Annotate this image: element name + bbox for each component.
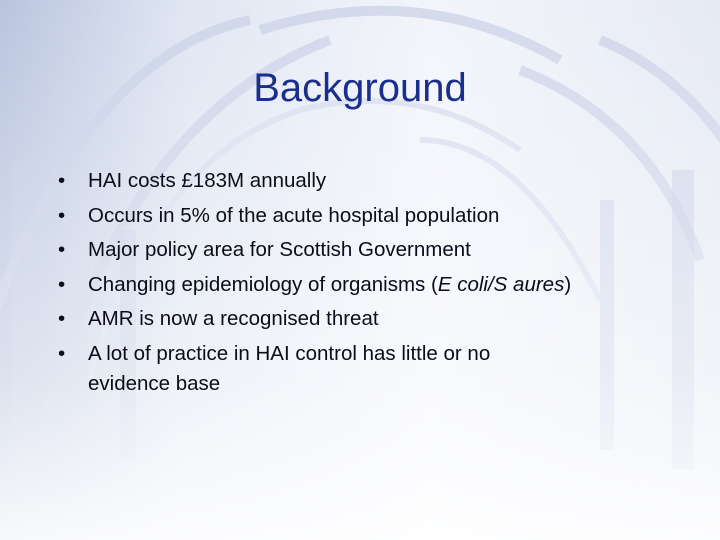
bullet-text-emphasis: E coli/S aures bbox=[437, 272, 565, 296]
bullet-list bbox=[58, 164, 678, 399]
bullet-dot: • bbox=[58, 272, 66, 296]
bullet-dot: • bbox=[58, 307, 66, 330]
bullet-dot: • bbox=[58, 203, 66, 227]
bullet-text: AMR is now a recognised threat bbox=[88, 307, 379, 330]
bullet-item bbox=[58, 199, 678, 234]
bullet-text-prefix: Changing epidemiology of organisms ( bbox=[88, 272, 438, 296]
bullet-item bbox=[58, 233, 678, 268]
bullet-dot: • bbox=[58, 169, 66, 192]
bullet-dot: • bbox=[58, 238, 66, 261]
bullet-text: A lot of practice in HAI control has little or no evidence base bbox=[88, 341, 491, 395]
bullet-item bbox=[58, 268, 678, 303]
bullet-text: Major policy area for Scottish Government bbox=[88, 238, 471, 261]
bullet-text: Occurs in 5% of the acute hospital population bbox=[88, 203, 500, 227]
bullet-text: HAI costs £183M annually bbox=[88, 169, 327, 192]
bullet-item bbox=[58, 164, 678, 199]
bullet-item bbox=[58, 337, 678, 399]
bullet-dot: • bbox=[58, 341, 66, 365]
bullet-item bbox=[58, 302, 678, 337]
bullet-text-suffix: ) bbox=[564, 272, 572, 296]
slide-title: Background bbox=[253, 66, 467, 110]
bullet-text bbox=[88, 273, 571, 296]
